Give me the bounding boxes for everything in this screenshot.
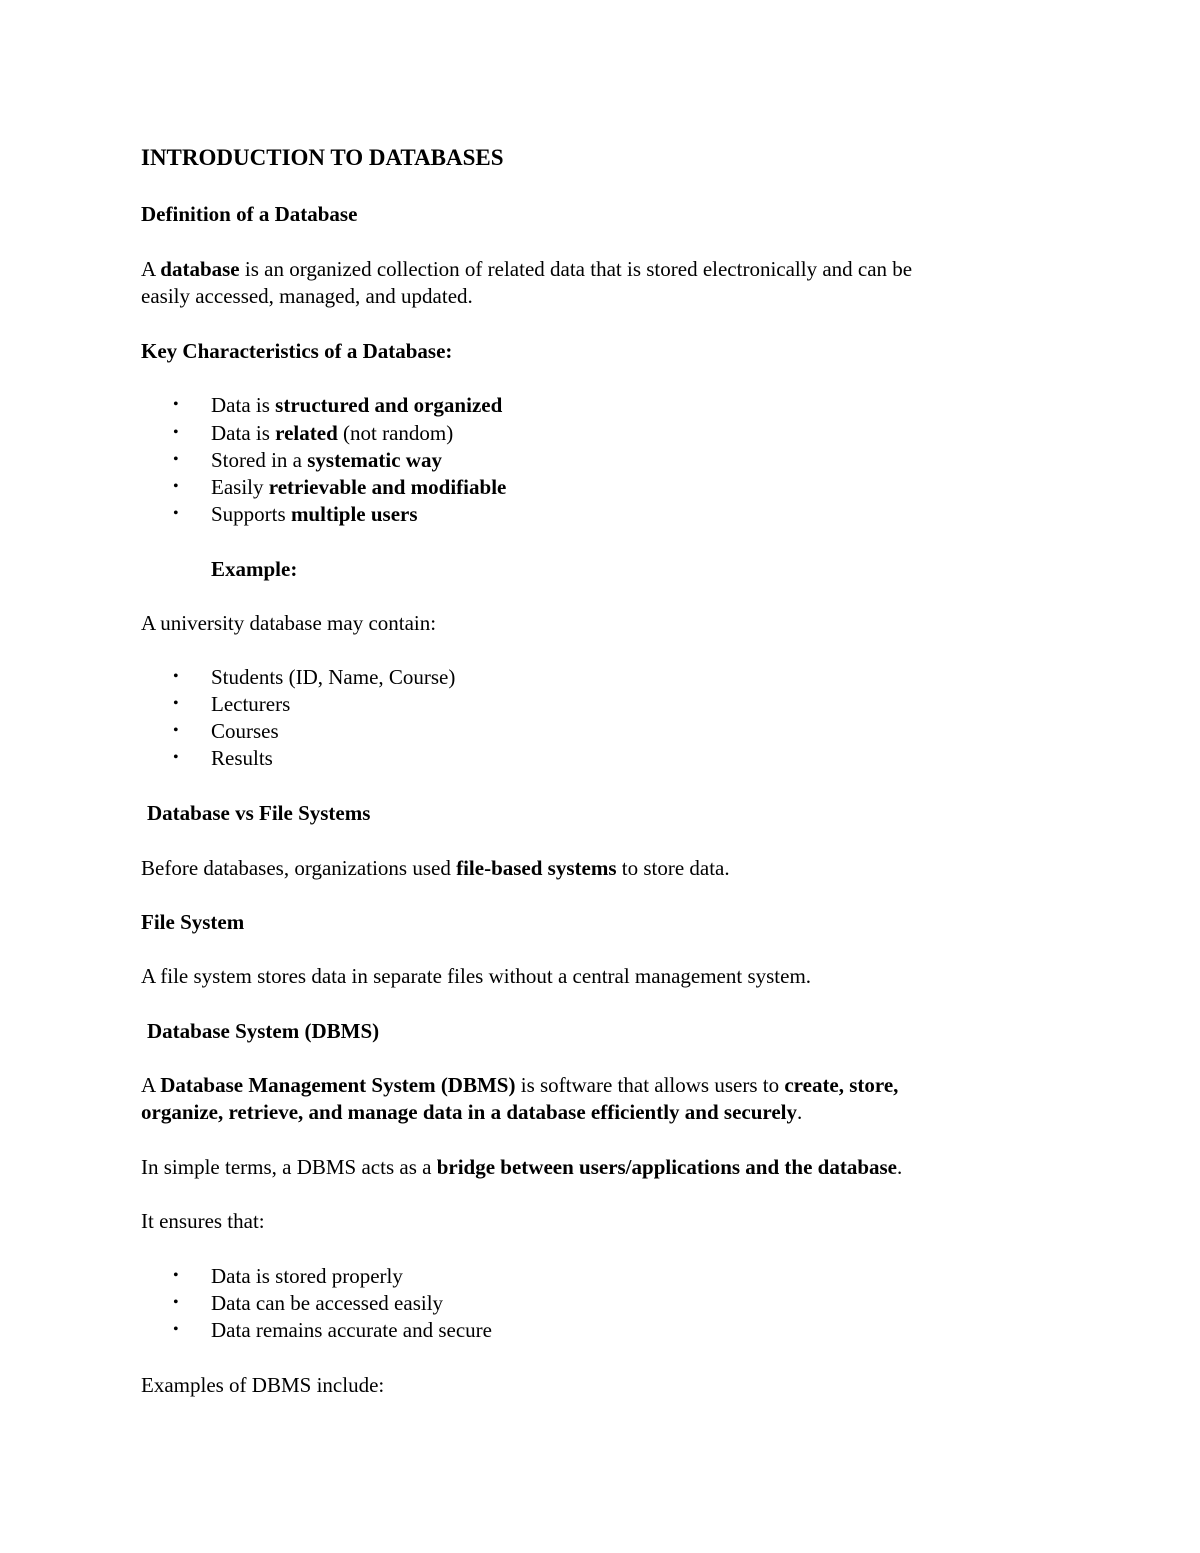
definition-paragraph-line-2: easily accessed, managed, and updated. bbox=[141, 284, 473, 308]
document-title: INTRODUCTION TO DATABASES bbox=[141, 145, 504, 170]
file-system-paragraph: A file system stores data in separate files without a central management system. bbox=[141, 964, 812, 988]
text-run: Easily bbox=[211, 475, 269, 499]
text-run: In simple terms, a DBMS acts as a bbox=[141, 1155, 437, 1179]
bold-term: related bbox=[275, 421, 338, 445]
list-item: Data is stored properly bbox=[211, 1264, 403, 1288]
bullet-icon: • bbox=[173, 451, 179, 468]
bullet-icon: • bbox=[173, 668, 179, 685]
list-item: Courses bbox=[211, 719, 279, 743]
bullet-icon: • bbox=[173, 424, 179, 441]
bullet-icon: • bbox=[173, 695, 179, 712]
bold-term: create, store, bbox=[784, 1073, 899, 1097]
ensures-intro: It ensures that: bbox=[141, 1209, 265, 1233]
examples-of-dbms: Examples of DBMS include: bbox=[141, 1373, 385, 1397]
bold-term: bridge between users/applications and the database bbox=[436, 1155, 897, 1179]
text-run: Before databases, organizations used bbox=[141, 856, 457, 880]
dbms-paragraph-line-2 bbox=[141, 1098, 802, 1126]
bold-term: Database Management System (DBMS) bbox=[160, 1073, 516, 1097]
key-characteristics-heading: Key Characteristics of a Database: bbox=[141, 339, 453, 363]
text-run: to store data. bbox=[616, 856, 730, 880]
text-run: Data is bbox=[211, 421, 276, 445]
text-run: (not random) bbox=[337, 421, 454, 445]
bullet-icon: • bbox=[173, 396, 179, 413]
text-run: A bbox=[141, 257, 161, 281]
bullet-icon: • bbox=[173, 1294, 179, 1311]
text-run: . bbox=[796, 1100, 803, 1124]
bullet-icon: • bbox=[173, 749, 179, 766]
bullet-icon: • bbox=[173, 1267, 179, 1284]
bold-term: multiple users bbox=[290, 502, 418, 526]
dbms-paragraph-line-1 bbox=[141, 1071, 898, 1099]
example-heading: Example: bbox=[211, 557, 298, 581]
bullet-icon: • bbox=[173, 1321, 179, 1338]
list-item: Data remains accurate and secure bbox=[211, 1318, 492, 1342]
list-item bbox=[211, 500, 418, 528]
bold-term: file-based systems bbox=[456, 856, 617, 880]
bullet-icon: • bbox=[173, 505, 179, 522]
list-item bbox=[211, 473, 506, 501]
definition-heading: Definition of a Database bbox=[141, 202, 358, 226]
list-item: Data can be accessed easily bbox=[211, 1291, 444, 1315]
bullet-icon: • bbox=[173, 722, 179, 739]
text-run: . bbox=[897, 1155, 903, 1179]
bold-term: database bbox=[160, 257, 240, 281]
text-run: Stored in a bbox=[211, 448, 308, 472]
text-run: is an organized collection of related data that is stored electronically and can be bbox=[239, 257, 913, 281]
database-vs-file-systems-heading: Database vs File Systems bbox=[147, 801, 371, 825]
list-item bbox=[211, 419, 453, 447]
bold-term: organize, retrieve, and manage data in a database efficiently and securely bbox=[141, 1100, 797, 1124]
list-item bbox=[211, 391, 502, 419]
definition-paragraph-line-1 bbox=[141, 255, 912, 283]
simple-terms-paragraph bbox=[141, 1153, 902, 1181]
text-run: A bbox=[141, 1073, 161, 1097]
before-databases-paragraph bbox=[141, 854, 730, 882]
list-item: Results bbox=[211, 746, 273, 770]
university-intro: A university database may contain: bbox=[141, 611, 437, 635]
file-system-heading: File System bbox=[141, 910, 245, 934]
bullet-icon: • bbox=[173, 478, 179, 495]
text-run: is software that allows users to bbox=[515, 1073, 785, 1097]
text-run: Supports bbox=[211, 502, 291, 526]
bold-term: systematic way bbox=[307, 448, 442, 472]
dbms-heading: Database System (DBMS) bbox=[147, 1019, 380, 1043]
list-item: Lecturers bbox=[211, 692, 291, 716]
list-item bbox=[211, 446, 442, 474]
text-run: Data is bbox=[211, 393, 276, 417]
bold-term: retrievable and modifiable bbox=[268, 475, 507, 499]
list-item: Students (ID, Name, Course) bbox=[211, 665, 456, 689]
bold-term: structured and organized bbox=[275, 393, 503, 417]
